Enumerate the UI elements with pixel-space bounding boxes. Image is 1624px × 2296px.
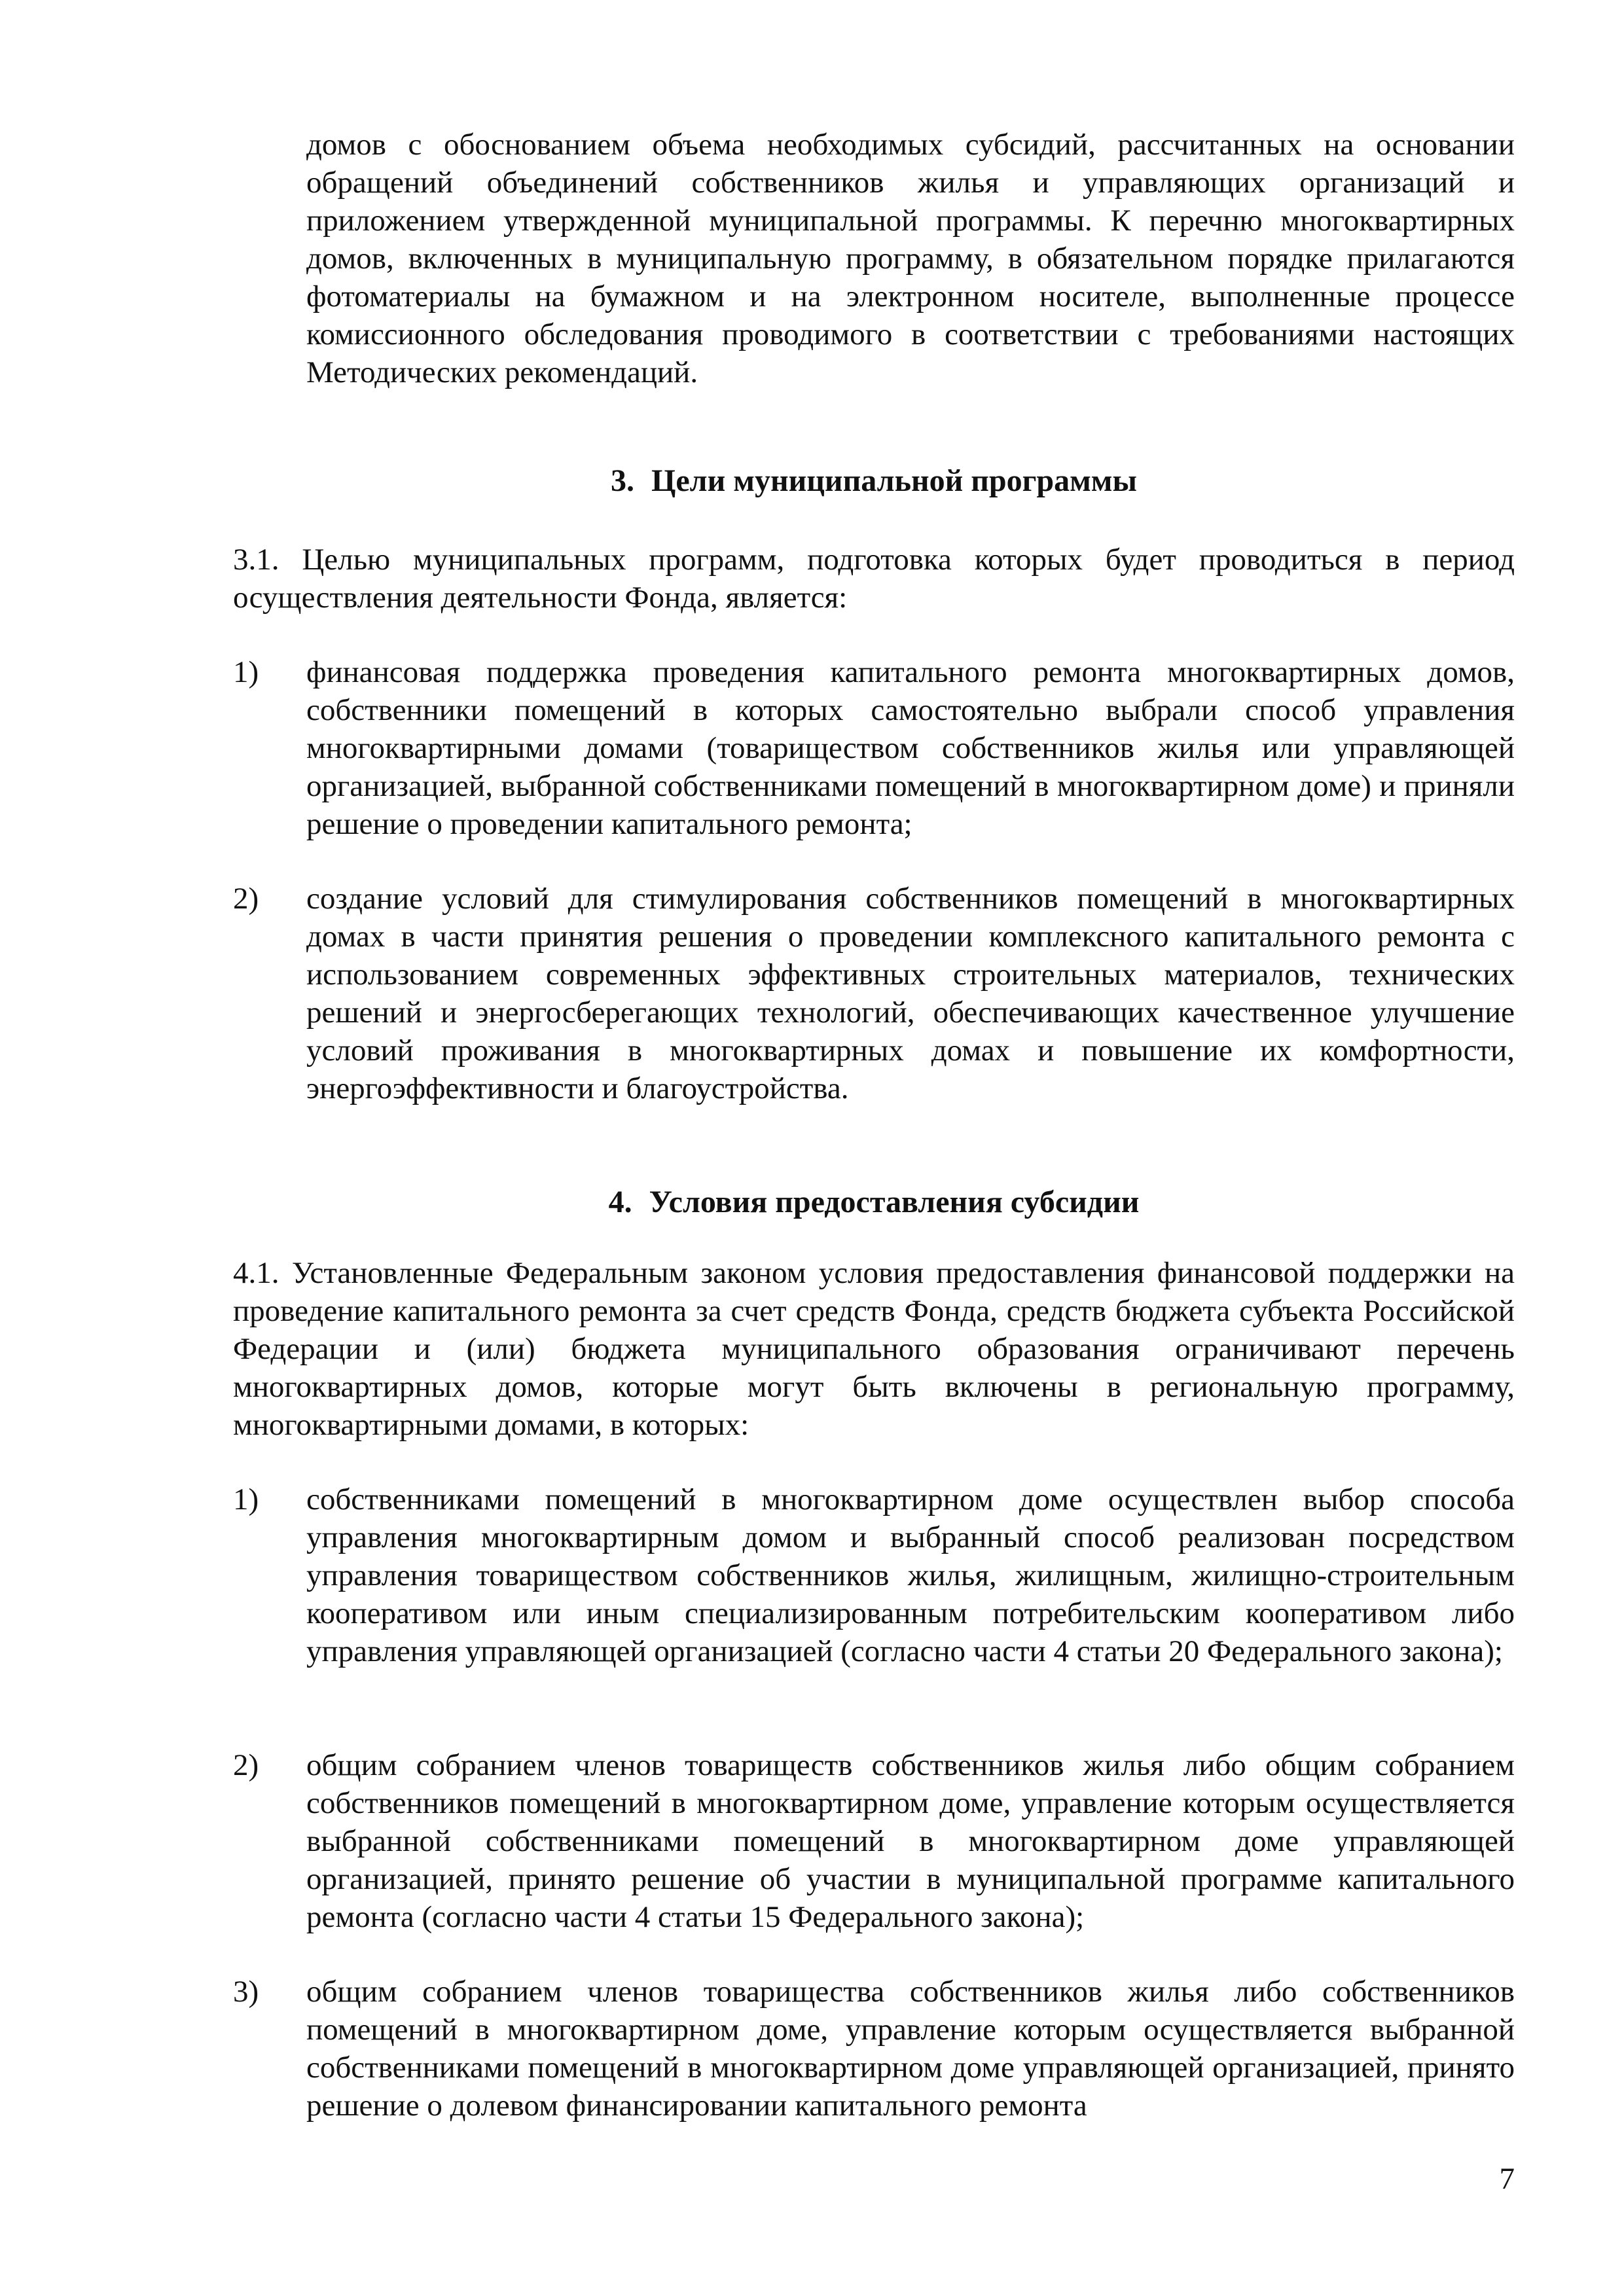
section-3-list-item-1 bbox=[233, 653, 1515, 843]
page-number: 7 bbox=[1499, 2162, 1515, 2196]
continuation-paragraph: домов с обоснованием объема необходимых субсидий, рассчитанных на основании обращений объединений собственников жилья и управляющих организаций и приложением утвержденной муниципальной программы. К перечню многоквартирных домов, включенных в муниципальную программу, в обязательном порядке прилагаются фотоматериалы на бумажном и на электронном носителе, выполненные процессе комиссионного обследования проводимого в соответствии с требованиями настоящих Методических рекомендаций. bbox=[306, 128, 1515, 389]
list-marker: 3) bbox=[233, 1975, 259, 2009]
list-marker: 2) bbox=[233, 1748, 259, 1782]
list-item-text: финансовая поддержка проведения капитального ремонта многоквартирных домов, собственники помещений в которых самостоятельно выбрали способ управления многоквартирными домами (товариществом собственников жилья или управляющей организацией, выбранной собственниками помещений в многоквартирном доме) и приняли решение о проведении капитального ремонта; bbox=[306, 655, 1515, 841]
section-3-intro: 3.1. Целью муниципальных программ, подготовка которых будет проводиться в период осуществления деятельности Фонда, является: bbox=[233, 543, 1515, 615]
list-item-text: общим собранием членов товариществ собственников жилья либо общим собранием собственников помещений в многоквартирном доме, управление которым осуществляется выбранной собственниками помещений в многоквартирном доме управляющей организацией, принято решение об участии в муниципальной программе капитального ремонта (согласно части 4 статьи 15 Федерального закона); bbox=[306, 1748, 1515, 1934]
section-4-list-item-3 bbox=[233, 1973, 1515, 2125]
list-item-text: создание условий для стимулирования собственников помещений в многоквартирных домах в части принятия решения о проведении комплексного капитального ремонта с использованием современных эффективных строительных материалов, технических решений и энергосберегающих технологий, обеспечивающих качественное улучшение условий проживания в многоквартирных домах и повышение их комфортности, энергоэффективности и благоустройства. bbox=[306, 882, 1515, 1105]
list-marker: 2) bbox=[233, 882, 259, 916]
section-4-number: 4. bbox=[608, 1185, 632, 1219]
section-3-heading bbox=[233, 462, 1515, 500]
section-4-heading bbox=[233, 1183, 1515, 1221]
section-4-list-item-1 bbox=[233, 1480, 1515, 1670]
section-3-title: Цели муниципальной программы bbox=[651, 463, 1137, 498]
list-marker: 1) bbox=[233, 1482, 259, 1516]
section-4-list-item-2 bbox=[233, 1746, 1515, 1936]
list-item-text: общим собранием членов товарищества собственников жилья либо собственников помещений в многоквартирном доме, управление которым осуществляется выбранной собственниками помещений в многоквартирном доме управляющей организацией, принято решение о долевом финансировании капитального ремонта bbox=[306, 1975, 1515, 2123]
section-3-number: 3. bbox=[611, 463, 635, 498]
list-marker: 1) bbox=[233, 655, 259, 689]
list-item-text: собственниками помещений в многоквартирном доме осуществлен выбор способа управления многоквартирным домом и выбранный способ реализован посредством управления товариществом собственников жилья, жилищным, жилищно-строительным кооперативом или иным специализированным потребительским кооперативом либо управления управляющей организацией (согласно части 4 статьи 20 Федерального закона); bbox=[306, 1482, 1515, 1668]
section-4-title: Условия предоставления субсидии bbox=[649, 1185, 1140, 1219]
section-4-intro: 4.1. Установленные Федеральным законом условия предоставления финансовой поддержки на проведение капитального ремонта за счет средств Фонда, средств бюджета субъекта Российской Федерации и (или) бюджета муниципального образования ограничивают перечень многоквартирных домов, которые могут быть включены в региональную программу, многоквартирными домами, в которых: bbox=[233, 1256, 1515, 1442]
section-3-list-item-2 bbox=[233, 880, 1515, 1107]
